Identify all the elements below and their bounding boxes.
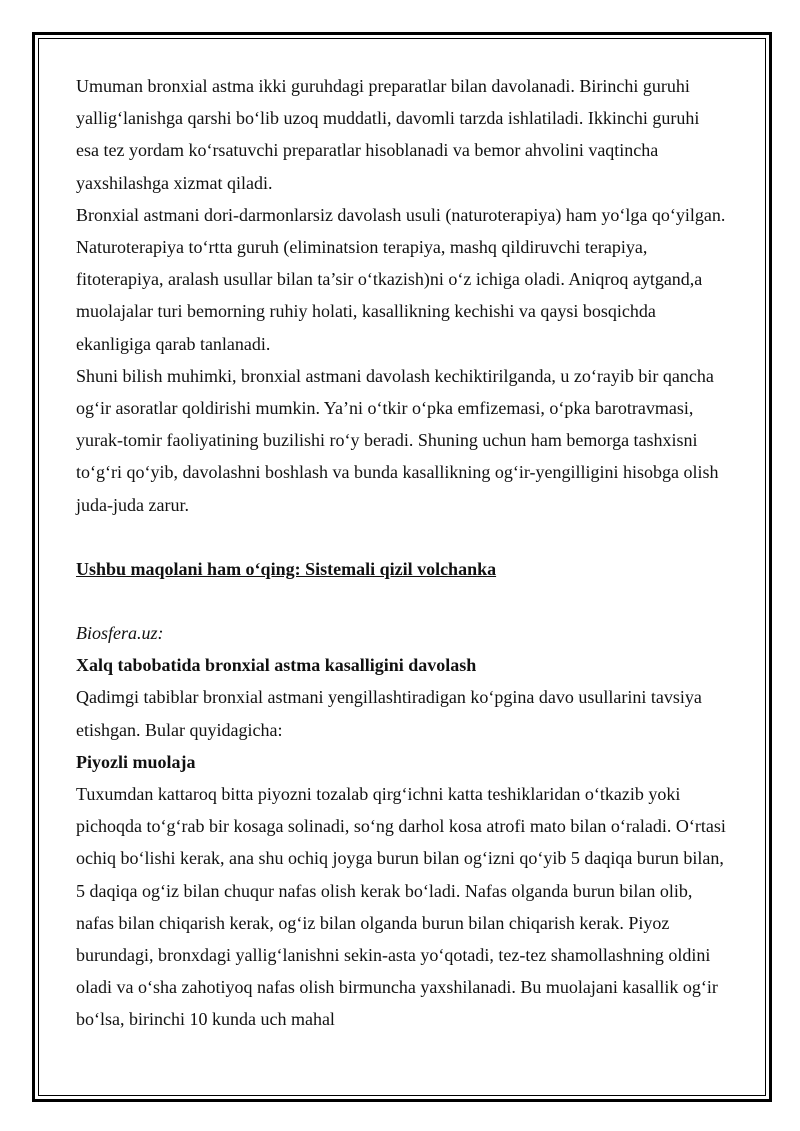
- source-label: Biosfera.uz:: [76, 623, 164, 644]
- paragraph-naturotherapy: Bronxial astmani dori-darmonlarsiz davolash usuli (naturoterapiya) ham yo‘lga qo‘yilgan. Naturoterapiya to‘rtta guruh (eliminatsion terapiya, mashq qildiruvchi terapiya, fitoterapiya, aralash usullar bilan ta’sir o‘tkazish)ni o‘z ichiga oladi. Aniqroq aytgand,a muolajalar turi bemorning ruhiy holati, kasallikning kechishi va qaysi bosqichda ekanligiga qarab tanlanadi.: [76, 204, 726, 354]
- document-body: [76, 70, 726, 1036]
- paragraph-treatment-groups: Umuman bronxial astma ikki guruhdagi preparatlar bilan davolanadi. Birinchi guruhi yallig‘lanishga qarshi bo‘lib uzoq muddatli, davomli tarzda ishlatiladi. Ikkinchi guruhi esa tez yordam ko‘rsatuvchi preparatlar hisoblanadi va bemor ahvolini vaqtincha yaxshilashga xizmat qiladi.: [76, 76, 700, 193]
- related-article-link[interactable]: Ushbu maqolani ham o‘qing: Sistemali qizil volchanka: [76, 558, 497, 579]
- paragraph-complications: Shuni bilish muhimki, bronxial astmani davolash kechiktirilganda, u zo‘rayib bir qancha og‘ir asoratlar qoldirishi mumkin. Ya’ni o‘tkir o‘pka emfizemasi, o‘pka barotravmasi, yurak-tomir faoliyatining buzilishi ro‘y beradi. Shuning uchun ham bemorga tashxisni to‘g‘ri qo‘yib, davolashni boshlash va bunda kasallikning og‘ir-yengilligini hisobga olish juda-juda zarur.: [76, 365, 719, 515]
- section-intro: Qadimgi tabiblar bronxial astmani yengillashtiradigan ko‘pgina davo usullarini tavsiya etishgan. Bular quyidagicha:: [76, 687, 702, 740]
- subsection-text: Tuxumdan kattaroq bitta piyozni tozalab qirg‘ichni katta teshiklaridan o‘tkazib yoki pichoqda to‘g‘rab bir kosaga solinadi, so‘ng darhol kosa atrofi mato bilan o‘raladi. O‘rtasi ochiq bo‘lishi kerak, ana shu ochiq joyga burun bilan og‘izni qo‘yib 5 daqiqa burun bilan, 5 daqiqa og‘iz bilan chuqur nafas olish kerak bo‘ladi. Nafas olganda burun bilan olib, nafas bilan chiqarish kerak, og‘iz bilan olganda burun bilan chiqarish kerak. Piyoz burundagi, bronxdagi yallig‘lanishni sekin-asta yo‘qotadi, tez-tez shamollashning oldini oladi va o‘sha zahotiyoq nafas olish birmuncha yaxshilanadi. Bu muolajani kasallik og‘ir bo‘lsa, birinchi 10 kunda uch mahal: [76, 784, 726, 1030]
- section-title: Xalq tabobatida bronxial astma kasalligini davolash: [76, 655, 477, 676]
- subsection-title: Piyozli muolaja: [76, 751, 196, 772]
